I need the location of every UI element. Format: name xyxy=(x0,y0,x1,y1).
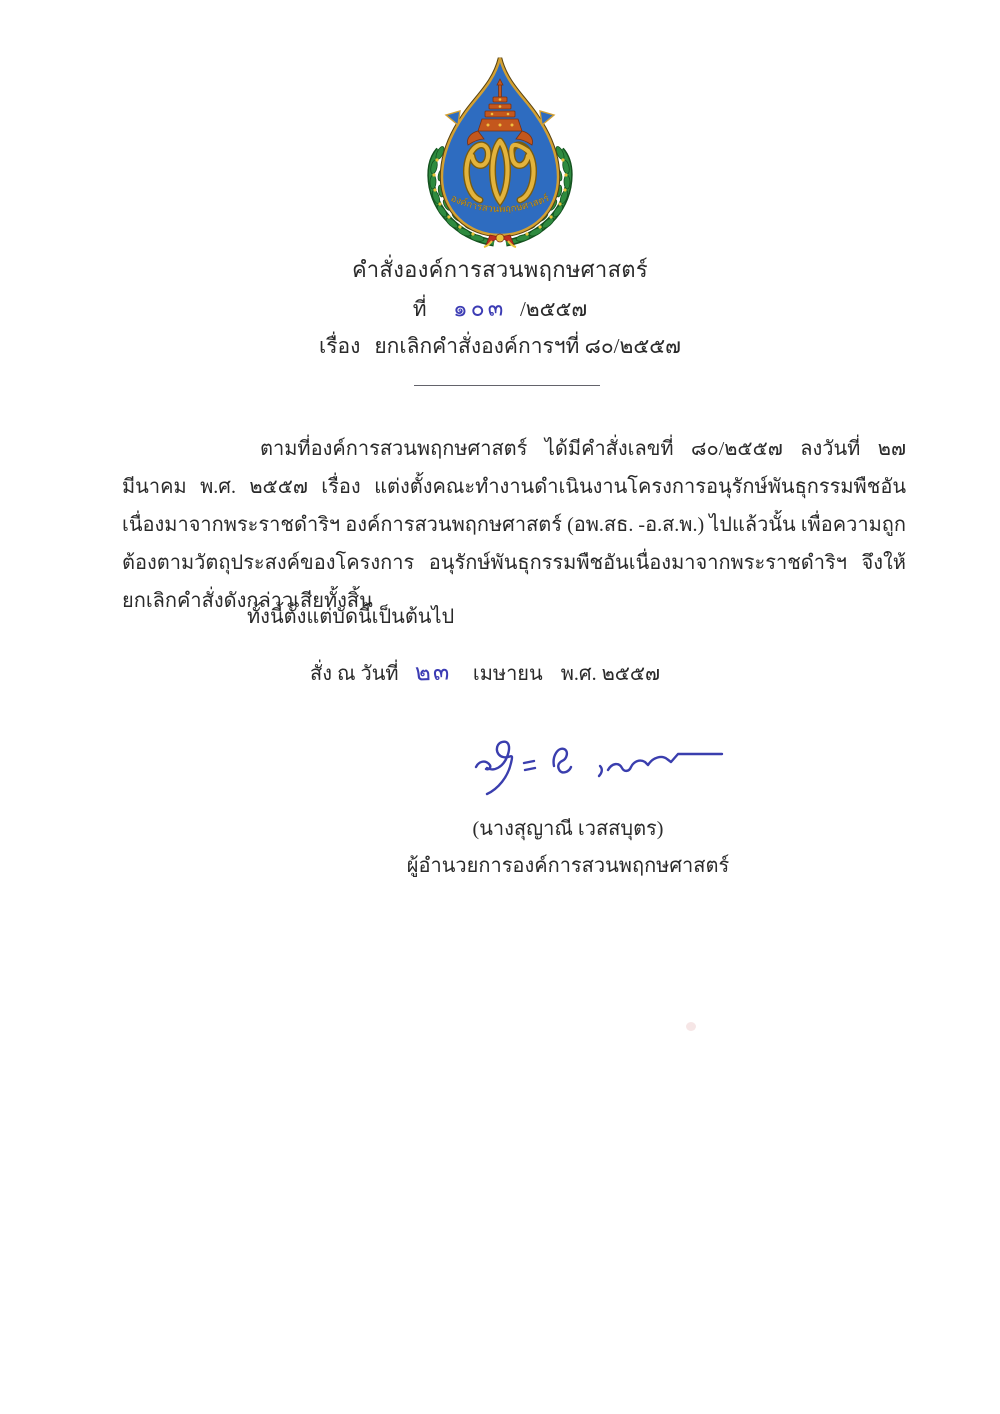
subject-line xyxy=(0,330,1000,363)
subject-label: เรื่อง xyxy=(319,334,361,358)
handwritten-order-number: ๑๐๓ xyxy=(452,295,507,322)
botanic-garden-emblem-icon xyxy=(422,55,578,251)
signer-name: (นางสุญาณี เวสสบุตร) xyxy=(472,818,664,840)
document-number-line xyxy=(0,291,1000,327)
scan-artifact xyxy=(686,1022,696,1031)
order-date-prefix: สั่ง ณ วันที่ xyxy=(310,663,399,685)
handwritten-signature xyxy=(470,736,730,806)
number-year: /๒๕๕๗ xyxy=(519,297,588,321)
handwritten-day: ๒๓ xyxy=(414,659,452,687)
subject-text: ยกเลิกคำสั่งองค์การฯที่ ๘๐/๒๕๕๗ xyxy=(374,334,681,358)
body-paragraph: ตามที่องค์การสวนพฤกษศาสตร์ ได้มีคำสั่งเลขที่ ๘๐/๒๕๕๗ ลงวันที่ ๒๗ มีนาคม พ.ศ. ๒๕๕๗ เรื่อง แต่งตั้งคณะทำงานดำเนินงานโครงการอนุรักษ์พันธุกรรมพืชอันเนื่องมาจากพระราชดำริฯ องค์การสวนพฤกษศาสตร์ (อพ.สธ. -อ.ส.พ.) ไปแล้วนั้น เพื่อความถูกต้องตามวัตถุประสงค์ของโครงการ อนุรักษ์พันธุกรรมพืชอันเนื่องมาจากพระราชดำริฯ จึงให้ยกเลิกคำสั่งดังกล่าวเสียทั้งสิ้น xyxy=(122,438,906,612)
signer-title: ผู้อำนวยการองค์การสวนพฤกษศาสตร์ xyxy=(406,855,730,877)
number-prefix: ที่ xyxy=(412,297,427,321)
order-date-line xyxy=(310,652,660,691)
header-divider xyxy=(414,385,600,386)
document-title: คำสั่งองค์การสวนพฤกษศาสตร์ xyxy=(351,257,649,282)
effective-date-line: ทั้งนี้ตั้งแต่บัดนี้เป็นต้นไป xyxy=(247,606,455,628)
order-date-month: เมษายน xyxy=(472,663,543,685)
emblem-band-text: องค์การสวนพฤกษศาสตร์ xyxy=(449,193,552,216)
order-date-year: พ.ศ. ๒๕๕๗ xyxy=(560,663,661,685)
